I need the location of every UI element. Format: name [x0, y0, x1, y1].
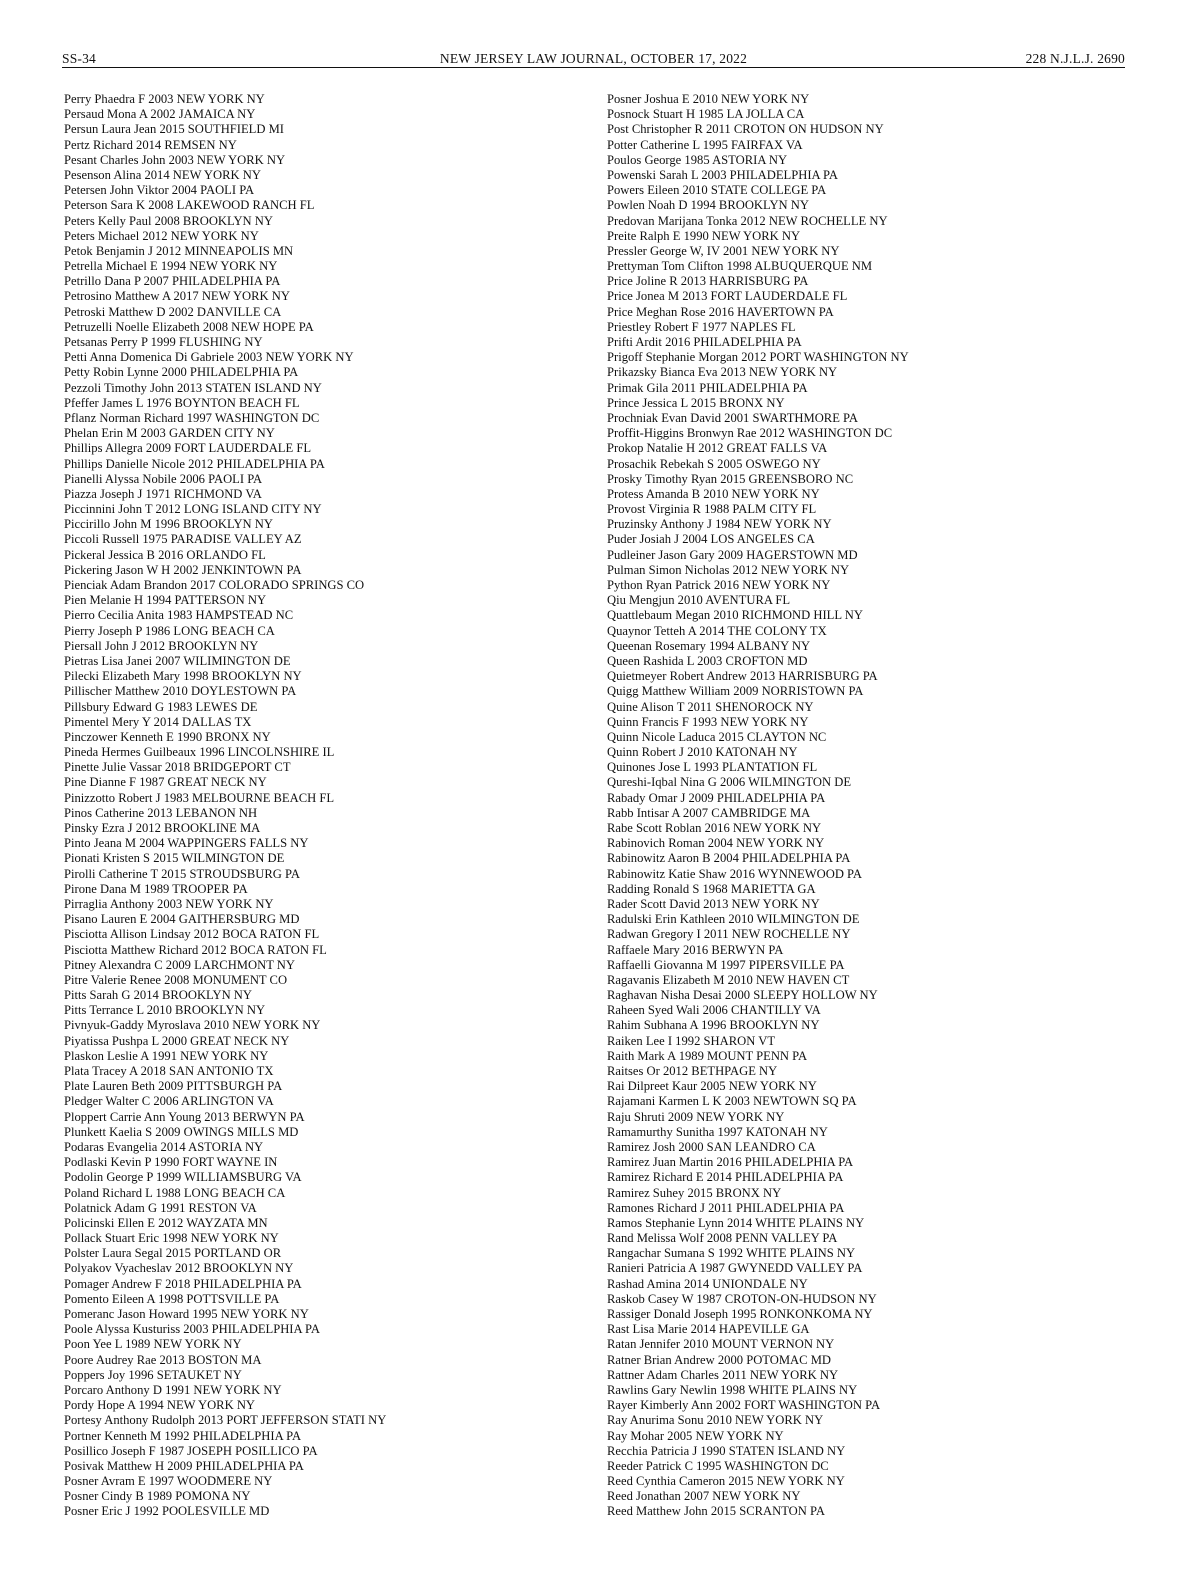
attorney-entry: Queen Rashida L 2003 CROFTON MD — [607, 653, 808, 668]
attorney-entry: Ramos Stephanie Lynn 2014 WHITE PLAINS NY — [607, 1215, 865, 1230]
attorney-entry: Rashad Amina 2014 UNIONDALE NY — [607, 1276, 808, 1291]
attorney-entry: Petersen John Viktor 2004 PAOLI PA — [64, 183, 255, 198]
attorney-entry: Persaud Mona A 2002 JAMAICA NY — [64, 107, 256, 122]
attorney-entry: Pertz Richard 2014 REMSEN NY — [64, 137, 237, 152]
attorney-entry: Petrosino Matthew A 2017 NEW YORK NY — [64, 289, 290, 304]
attorney-entry: Posivak Matthew H 2009 PHILADELPHIA PA — [64, 1458, 304, 1473]
attorney-entry: Pruzinsky Anthony J 1984 NEW YORK NY — [607, 517, 832, 532]
attorney-entry: Pimentel Mery Y 2014 DALLAS TX — [64, 714, 252, 729]
attorney-entry: Potter Catherine L 1995 FAIRFAX VA — [607, 137, 803, 152]
attorney-entry: Polyakov Vyacheslav 2012 BROOKLYN NY — [64, 1261, 294, 1276]
attorney-entry: Posner Eric J 1992 POOLESVILLE MD — [64, 1504, 270, 1519]
attorney-entry: Pietras Lisa Janei 2007 WILIMINGTON DE — [64, 653, 291, 668]
attorney-entry: Rabinovich Roman 2004 NEW YORK NY — [607, 836, 825, 851]
attorney-entry: Prigoff Stephanie Morgan 2012 PORT WASHINGTON NY — [607, 350, 909, 365]
attorney-entry: Rabady Omar J 2009 PHILADELPHIA PA — [607, 790, 826, 805]
attorney-entry: Plaskon Leslie A 1991 NEW YORK NY — [64, 1048, 269, 1063]
attorney-entry: Post Christopher R 2011 CROTON ON HUDSON NY — [607, 122, 884, 137]
attorney-entry: Ratner Brian Andrew 2000 POTOMAC MD — [607, 1352, 831, 1367]
attorney-entry: Petok Benjamin J 2012 MINNEAPOLIS MN — [64, 243, 294, 258]
attorney-entry: Prikazsky Bianca Eva 2013 NEW YORK NY — [607, 365, 838, 380]
attorney-entry: Plate Lauren Beth 2009 PITTSBURGH PA — [64, 1079, 283, 1094]
attorney-entry: Poole Alyssa Kusturiss 2003 PHILADELPHIA PA — [64, 1322, 320, 1337]
attorney-entry: Python Ryan Patrick 2016 NEW YORK NY — [607, 578, 831, 592]
attorney-entry: Posnock Stuart H 1985 LA JOLLA CA — [607, 107, 805, 122]
attorney-entry: Porcaro Anthony D 1991 NEW YORK NY — [64, 1382, 282, 1397]
attorney-entry: Prettyman Tom Clifton 1998 ALBUQUERQUE NM — [607, 259, 873, 274]
attorney-entry: Persun Laura Jean 2015 SOUTHFIELD MI — [64, 122, 285, 137]
attorney-entry: Reed Jonathan 2007 NEW YORK NY — [607, 1489, 801, 1504]
attorney-entry: Quietmeyer Robert Andrew 2013 HARRISBURG PA — [607, 669, 878, 684]
attorney-entry: Pianelli Alyssa Nobile 2006 PAOLI PA — [64, 471, 263, 486]
attorney-entry: Provost Virginia R 1988 PALM CITY FL — [607, 502, 817, 517]
attorney-entry: Piccoli Russell 1975 PARADISE VALLEY AZ — [64, 532, 302, 547]
attorney-entry: Posner Avram E 1997 WOODMERE NY — [64, 1474, 273, 1489]
attorney-entry: Raitses Or 2012 BETHPAGE NY — [607, 1064, 778, 1078]
attorney-entry: Recchia Patricia J 1990 STATEN ISLAND NY — [607, 1443, 846, 1458]
attorney-entry: Rast Lisa Marie 2014 HAPEVILLE GA — [607, 1322, 810, 1337]
attorney-entry: Price Jonea M 2013 FORT LAUDERDALE FL — [607, 289, 848, 304]
attorney-entry: Pisano Lauren E 2004 GAITHERSBURG MD — [64, 912, 300, 927]
attorney-entry: Ploppert Carrie Ann Young 2013 BERWYN PA — [64, 1109, 305, 1124]
page-code: SS-34 — [62, 51, 97, 66]
attorney-entry: Ranieri Patricia A 1987 GWYNEDD VALLEY PA — [607, 1261, 863, 1276]
attorney-entry: Raheen Syed Wali 2006 CHANTILLY VA — [607, 1003, 821, 1018]
attorney-entry: Ramirez Richard E 2014 PHILADELPHIA PA — [607, 1170, 844, 1185]
attorney-entry: Pivnyuk-Gaddy Myroslava 2010 NEW YORK NY — [64, 1018, 321, 1033]
attorney-entry: Petrillo Dana P 2007 PHILADELPHIA PA — [64, 274, 281, 289]
attorney-entry: Piccinnini John T 2012 LONG ISLAND CITY NY — [64, 502, 322, 517]
attorney-entry: Rassiger Donald Joseph 1995 RONKONKOMA NY — [607, 1307, 873, 1321]
attorney-entry: Rabinowitz Aaron B 2004 PHILADELPHIA PA — [607, 851, 851, 866]
attorney-entry: Pomeranc Jason Howard 1995 NEW YORK NY — [64, 1307, 309, 1321]
attorney-entry: Posillico Joseph F 1987 JOSEPH POSILLICO PA — [64, 1443, 318, 1458]
attorney-entry: Podlaski Kevin P 1990 FORT WAYNE IN — [64, 1155, 278, 1170]
attorney-entry: Raju Shruti 2009 NEW YORK NY — [607, 1109, 785, 1124]
attorney-entry: Pfeffer James L 1976 BOYNTON BEACH FL — [64, 395, 300, 410]
attorney-entry: Priestley Robert F 1977 NAPLES FL — [607, 319, 796, 334]
attorney-entry: Radulski Erin Kathleen 2010 WILMINGTON DE — [607, 912, 860, 927]
attorney-entry: Peters Kelly Paul 2008 BROOKLYN NY — [64, 213, 273, 228]
attorney-entry: Ratan Jennifer 2010 MOUNT VERNON NY — [607, 1337, 835, 1352]
attorney-entry: Pitre Valerie Renee 2008 MONUMENT CO — [64, 972, 288, 987]
attorney-entry: Pressler George W, IV 2001 NEW YORK NY — [607, 243, 840, 258]
attorney-entry: Radwan Gregory I 2011 NEW ROCHELLE NY — [607, 927, 851, 942]
attorney-entry: Prosky Timothy Ryan 2015 GREENSBORO NC — [607, 471, 854, 486]
attorney-entry: Pirone Dana M 1989 TROOPER PA — [64, 881, 248, 896]
left-column-listing — [64, 92, 584, 1520]
attorney-entry: Preite Ralph E 1990 NEW YORK NY — [607, 228, 801, 243]
attorney-entry: Pineda Hermes Guilbeaux 1996 LINCOLNSHIRE IL — [64, 745, 335, 760]
attorney-entry: Prokop Natalie H 2012 GREAT FALLS VA — [607, 441, 828, 456]
attorney-entry: Plata Tracey A 2018 SAN ANTONIO TX — [64, 1064, 274, 1078]
attorney-entry: Posner Cindy B 1989 POMONA NY — [64, 1489, 251, 1504]
attorney-entry: Quinones Jose L 1993 PLANTATION FL — [607, 760, 818, 775]
attorney-entry: Price Joline R 2013 HARRISBURG PA — [607, 274, 809, 289]
attorney-entry: Posner Joshua E 2010 NEW YORK NY — [607, 92, 810, 106]
attorney-entry: Piazza Joseph J 1971 RICHMOND VA — [64, 486, 262, 501]
attorney-entry: Radding Ronald S 1968 MARIETTA GA — [607, 881, 816, 896]
attorney-entry: Quinn Robert J 2010 KATONAH NY — [607, 745, 798, 760]
attorney-entry: Rajamani Karmen L K 2003 NEWTOWN SQ PA — [607, 1094, 857, 1109]
attorney-entry: Ray Anurima Sonu 2010 NEW YORK NY — [607, 1413, 824, 1428]
attorney-entry: Raiken Lee I 1992 SHARON VT — [607, 1033, 776, 1048]
attorney-entry: Podolin George P 1999 WILLIAMSBURG VA — [64, 1170, 302, 1185]
attorney-entry: Ramones Richard J 2011 PHILADELPHIA PA — [607, 1200, 845, 1215]
attorney-entry: Poland Richard L 1988 LONG BEACH CA — [64, 1185, 286, 1200]
attorney-entry: Prince Jessica L 2015 BRONX NY — [607, 395, 785, 410]
attorney-entry: Pitney Alexandra C 2009 LARCHMONT NY — [64, 957, 295, 972]
attorney-entry: Pinczower Kenneth E 1990 BRONX NY — [64, 729, 271, 744]
attorney-entry: Ray Mohar 2005 NEW YORK NY — [607, 1428, 784, 1443]
attorney-entry: Poon Yee L 1989 NEW YORK NY — [64, 1337, 242, 1352]
attorney-entry: Pinos Catherine 2013 LEBANON NH — [64, 805, 258, 820]
attorney-entry: Phelan Erin M 2003 GARDEN CITY NY — [64, 426, 275, 441]
attorney-entry: Pesant Charles John 2003 NEW YORK NY — [64, 152, 286, 167]
attorney-entry: Raskob Casey W 1987 CROTON-ON-HUDSON NY — [607, 1291, 877, 1306]
attorney-entry: Pflanz Norman Richard 1997 WASHINGTON DC — [64, 410, 320, 425]
attorney-entry: Poore Audrey Rae 2013 BOSTON MA — [64, 1352, 262, 1367]
attorney-entry: Petti Anna Domenica Di Gabriele 2003 NEW YORK NY — [64, 350, 354, 365]
attorney-entry: Pilecki Elizabeth Mary 1998 BROOKLYN NY — [64, 669, 302, 684]
attorney-entry: Petrella Michael E 1994 NEW YORK NY — [64, 259, 278, 274]
attorney-entry: Ramirez Juan Martin 2016 PHILADELPHIA PA — [607, 1155, 854, 1170]
attorney-entry: Pillsbury Edward G 1983 LEWES DE — [64, 699, 258, 714]
attorney-entry: Qiu Mengjun 2010 AVENTURA FL — [607, 593, 791, 608]
attorney-entry: Rayer Kimberly Ann 2002 FORT WASHINGTON PA — [607, 1398, 881, 1413]
attorney-entry: Peterson Sara K 2008 LAKEWOOD RANCH FL — [64, 198, 315, 213]
attorney-entry: Quaynor Tetteh A 2014 THE COLONY TX — [607, 623, 827, 638]
attorney-entry: Pledger Walter C 2006 ARLINGTON VA — [64, 1094, 274, 1109]
attorney-entry: Protess Amanda B 2010 NEW YORK NY — [607, 486, 820, 501]
attorney-entry: Rader Scott David 2013 NEW YORK NY — [607, 896, 820, 911]
attorney-entry: Pollack Stuart Eric 1998 NEW YORK NY — [64, 1231, 279, 1246]
attorney-entry: Ragavanis Elizabeth M 2010 NEW HAVEN CT — [607, 972, 850, 987]
attorney-entry: Rand Melissa Wolf 2008 PENN VALLEY PA — [607, 1231, 838, 1246]
attorney-entry: Ramirez Suhey 2015 BRONX NY — [607, 1185, 782, 1200]
attorney-entry: Quinn Francis F 1993 NEW YORK NY — [607, 714, 809, 729]
attorney-entry: Prochniak Evan David 2001 SWARTHMORE PA — [607, 410, 858, 425]
attorney-entry: Qureshi-Iqbal Nina G 2006 WILMINGTON DE — [607, 775, 852, 790]
attorney-entry: Pinto Jeana M 2004 WAPPINGERS FALLS NY — [64, 836, 309, 851]
attorney-entry: Pinette Julie Vassar 2018 BRIDGEPORT CT — [64, 760, 291, 775]
attorney-entry: Quinn Nicole Laduca 2015 CLAYTON NC — [607, 729, 827, 744]
attorney-entry: Petty Robin Lynne 2000 PHILADELPHIA PA — [64, 365, 299, 380]
attorney-entry: Powenski Sarah L 2003 PHILADELPHIA PA — [607, 167, 839, 182]
attorney-entry: Pezzoli Timothy John 2013 STATEN ISLAND NY — [64, 380, 322, 395]
attorney-entry: Pitts Sarah G 2014 BROOKLYN NY — [64, 988, 252, 1003]
right-column-listing — [607, 92, 1125, 1520]
attorney-entry: Rangachar Sumana S 1992 WHITE PLAINS NY — [607, 1246, 856, 1261]
attorney-entry: Price Meghan Rose 2016 HAVERTOWN PA — [607, 304, 834, 319]
attorney-entry: Pirraglia Anthony 2003 NEW YORK NY — [64, 896, 274, 911]
attorney-entry: Prosachik Rebekah S 2005 OSWEGO NY — [607, 456, 821, 471]
attorney-entry: Perry Phaedra F 2003 NEW YORK NY — [64, 92, 265, 106]
attorney-entry: Pinizzotto Robert J 1983 MELBOURNE BEACH FL — [64, 790, 335, 805]
attorney-entry: Pordy Hope A 1994 NEW YORK NY — [64, 1398, 256, 1413]
attorney-entry: Rawlins Gary Newlin 1998 WHITE PLAINS NY — [607, 1382, 858, 1397]
attorney-entry: Pickeral Jessica B 2016 ORLANDO FL — [64, 547, 266, 562]
page-header — [62, 50, 1125, 68]
attorney-entry: Raghavan Nisha Desai 2000 SLEEPY HOLLOW NY — [607, 988, 878, 1003]
attorney-entry: Raffaele Mary 2016 BERWYN PA — [607, 942, 784, 957]
attorney-entry: Puder Josiah J 2004 LOS ANGELES CA — [607, 532, 815, 547]
attorney-entry: Pudleiner Jason Gary 2009 HAGERSTOWN MD — [607, 547, 858, 562]
attorney-entry: Podaras Evangelia 2014 ASTORIA NY — [64, 1139, 264, 1154]
attorney-entry: Powers Eileen 2010 STATE COLLEGE PA — [607, 183, 827, 198]
attorney-entry: Peters Michael 2012 NEW YORK NY — [64, 228, 259, 243]
attorney-entry: Plunkett Kaelia S 2009 OWINGS MILLS MD — [64, 1124, 299, 1139]
attorney-entry: Petroski Matthew D 2002 DANVILLE CA — [64, 304, 282, 319]
attorney-entry: Quigg Matthew William 2009 NORRISTOWN PA — [607, 684, 864, 699]
attorney-entry: Pierry Joseph P 1986 LONG BEACH CA — [64, 623, 275, 638]
attorney-entry: Pine Dianne F 1987 GREAT NECK NY — [64, 775, 267, 790]
attorney-entry: Phillips Danielle Nicole 2012 PHILADELPHIA PA — [64, 456, 325, 471]
attorney-entry: Pien Melanie H 1994 PATTERSON NY — [64, 593, 267, 608]
attorney-entry: Queenan Rosemary 1994 ALBANY NY — [607, 638, 811, 653]
attorney-entry: Reed Cynthia Cameron 2015 NEW YORK NY — [607, 1474, 845, 1489]
attorney-entry: Ramirez Josh 2000 SAN LEANDRO CA — [607, 1139, 816, 1154]
attorney-entry: Pionati Kristen S 2015 WILMINGTON DE — [64, 851, 285, 866]
attorney-entry: Ramamurthy Sunitha 1997 KATONAH NY — [607, 1124, 828, 1139]
attorney-entry: Pomento Eileen A 1998 POTTSVILLE PA — [64, 1291, 280, 1306]
attorney-entry: Piyatissa Pushpa L 2000 GREAT NECK NY — [64, 1033, 290, 1048]
attorney-entry: Pillischer Matthew 2010 DOYLESTOWN PA — [64, 684, 297, 699]
attorney-entry: Prifti Ardit 2016 PHILADELPHIA PA — [607, 335, 802, 349]
attorney-entry: Raith Mark A 1989 MOUNT PENN PA — [607, 1048, 808, 1063]
attorney-entry: Polster Laura Segal 2015 PORTLAND OR — [64, 1246, 282, 1261]
attorney-entry: Phillips Allegra 2009 FORT LAUDERDALE FL — [64, 441, 312, 456]
attorney-entry: Rai Dilpreet Kaur 2005 NEW YORK NY — [607, 1079, 817, 1094]
attorney-entry: Raffaelli Giovanna M 1997 PIPERSVILLE PA — [607, 957, 845, 972]
attorney-entry: Piersall John J 2012 BROOKLYN NY — [64, 638, 259, 653]
attorney-entry: Quattlebaum Megan 2010 RICHMOND HILL NY — [607, 608, 863, 623]
publication-title: NEW JERSEY LAW JOURNAL, OCTOBER 17, 2022 — [439, 51, 748, 66]
attorney-entry: Pitts Terrance L 2010 BROOKLYN NY — [64, 1003, 266, 1018]
attorney-entry: Pinsky Ezra J 2012 BROOKLINE MA — [64, 821, 261, 835]
attorney-entry: Rahim Subhana A 1996 BROOKLYN NY — [607, 1018, 820, 1033]
attorney-entry: Pickering Jason W H 2002 JENKINTOWN PA — [64, 562, 302, 577]
attorney-entry: Reeder Patrick C 1995 WASHINGTON DC — [607, 1458, 829, 1473]
attorney-entry: Pienciak Adam Brandon 2017 COLORADO SPRINGS CO — [64, 578, 365, 592]
attorney-entry: Rattner Adam Charles 2011 NEW YORK NY — [607, 1367, 839, 1382]
header-rule — [62, 67, 1125, 68]
attorney-entry: Quine Alison T 2011 SHENOROCK NY — [607, 699, 814, 714]
attorney-entry: Predovan Marijana Tonka 2012 NEW ROCHELLE NY — [607, 213, 888, 228]
attorney-entry: Piccirillo John M 1996 BROOKLYN NY — [64, 517, 273, 532]
attorney-entry: Rabe Scott Roblan 2016 NEW YORK NY — [607, 821, 822, 835]
attorney-entry: Primak Gila 2011 PHILADELPHIA PA — [607, 380, 808, 395]
attorney-entry: Poulos George 1985 ASTORIA NY — [607, 152, 788, 167]
attorney-entry: Pierro Cecilia Anita 1983 HAMPSTEAD NC — [64, 608, 294, 623]
attorney-entry: Poppers Joy 1996 SETAUKET NY — [64, 1367, 242, 1382]
attorney-entry: Rabb Intisar A 2007 CAMBRIDGE MA — [607, 805, 811, 820]
attorney-entry: Policinski Ellen E 2012 WAYZATA MN — [64, 1215, 268, 1230]
attorney-entry: Polatnick Adam G 1991 RESTON VA — [64, 1200, 257, 1215]
attorney-entry: Petsanas Perry P 1999 FLUSHING NY — [64, 335, 263, 349]
attorney-entry: Reed Matthew John 2015 SCRANTON PA — [607, 1504, 825, 1519]
attorney-entry: Pulman Simon Nicholas 2012 NEW YORK NY — [607, 562, 850, 577]
attorney-entry: Petruzelli Noelle Elizabeth 2008 NEW HOPE PA — [64, 319, 314, 334]
attorney-entry: Proffit-Higgins Bronwyn Rae 2012 WASHINGTON DC — [607, 426, 893, 441]
attorney-entry: Pisciotta Allison Lindsay 2012 BOCA RATON FL — [64, 927, 320, 942]
attorney-entry: Pisciotta Matthew Richard 2012 BOCA RATON FL — [64, 942, 327, 957]
attorney-entry: Powlen Noah D 1994 BROOKLYN NY — [607, 198, 809, 213]
attorney-entry: Portesy Anthony Rudolph 2013 PORT JEFFERSON STATI NY — [64, 1413, 387, 1428]
attorney-entry: Pirolli Catherine T 2015 STROUDSBURG PA — [64, 866, 300, 881]
attorney-entry: Pesenson Alina 2014 NEW YORK NY — [64, 167, 261, 182]
attorney-entry: Pomager Andrew F 2018 PHILADELPHIA PA — [64, 1276, 302, 1291]
attorney-entry: Rabinowitz Katie Shaw 2016 WYNNEWOOD PA — [607, 866, 862, 881]
attorney-entry: Portner Kenneth M 1992 PHILADELPHIA PA — [64, 1428, 302, 1443]
citation: 228 N.J.L.J. 2690 — [1025, 51, 1125, 66]
